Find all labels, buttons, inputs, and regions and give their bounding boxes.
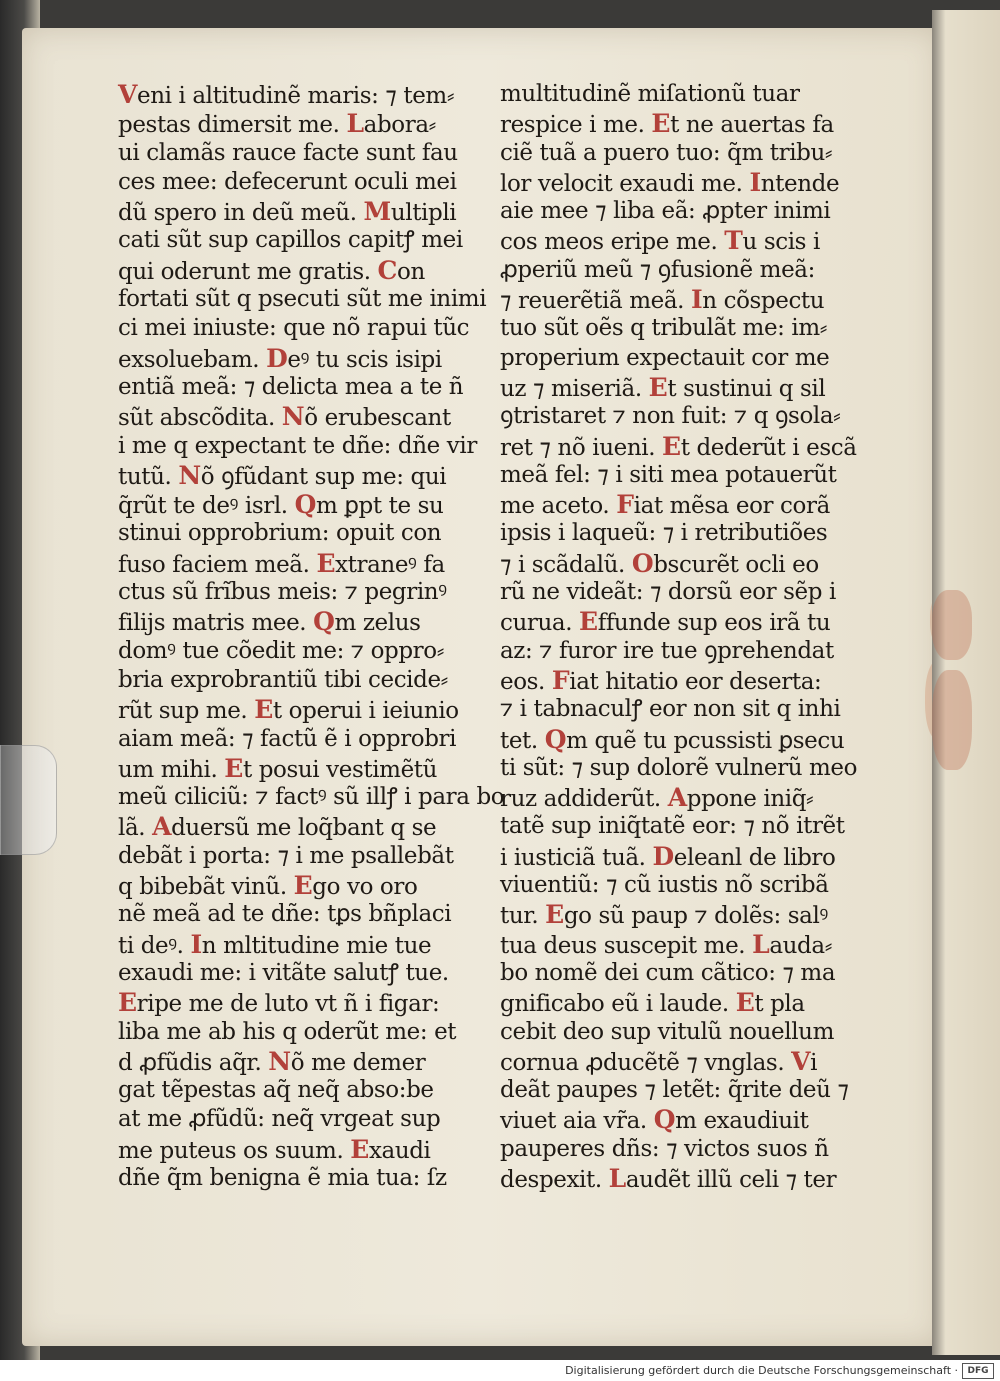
dfg-logo: DFG xyxy=(962,1363,994,1379)
text-segment: properium expectauit cor me xyxy=(500,344,830,371)
text-line xyxy=(500,1105,857,1134)
text-line xyxy=(500,1047,857,1076)
rubricated-initial: E xyxy=(254,695,273,725)
text-line xyxy=(500,432,857,461)
text-segment: m zelus xyxy=(334,610,421,637)
text-segment: iat hitatio eor deserta: xyxy=(569,668,822,695)
text-line xyxy=(118,226,504,255)
text-segment: pauperes dñs: ⁊ victos suos ñ xyxy=(500,1135,829,1162)
text-line xyxy=(118,578,504,607)
rubricated-initial: N xyxy=(281,402,305,432)
rubricated-initial: E xyxy=(545,900,564,930)
rubricated-initial: F xyxy=(616,490,634,520)
rubricated-initial: Q xyxy=(544,724,567,754)
funding-credit: Digitalisierung gefördert durch die Deutsche Forschungsgemeinschaft · xyxy=(565,1364,958,1377)
rubricated-initial: V xyxy=(791,1046,811,1076)
text-column-left xyxy=(118,80,504,1193)
text-line xyxy=(500,344,857,373)
text-line xyxy=(500,1164,857,1193)
rubricated-initial: D xyxy=(652,841,674,871)
text-line xyxy=(118,1018,504,1047)
text-line xyxy=(118,959,504,988)
text-segment: ripe me de luto vt ñ i figar: xyxy=(136,991,440,1018)
rubricated-initial: E xyxy=(662,431,681,461)
rubricated-initial: Q xyxy=(294,490,317,520)
text-line xyxy=(500,461,857,490)
text-line xyxy=(500,637,857,666)
rubricated-initial: E xyxy=(316,548,336,578)
text-segment: d ꝓfũdis aq̃r. xyxy=(118,1049,269,1076)
text-segment: exsoluebam. xyxy=(118,346,267,373)
text-segment: t operui i ieiunio xyxy=(272,698,459,725)
text-segment: t sustinui q sil xyxy=(667,375,826,402)
text-line xyxy=(118,666,504,695)
text-segment: rũt sup me. xyxy=(118,698,255,725)
text-line xyxy=(118,373,504,402)
rubricated-initial: E xyxy=(350,1134,369,1164)
text-segment: ti sũt: ⁊ sup dolorẽ vulnerũ meo xyxy=(500,754,858,781)
text-segment: ti deꝰ. xyxy=(118,932,191,959)
text-segment: eni i altitudinẽ maris: ⁊ tem⸗ xyxy=(137,83,455,109)
text-segment: me aceto. xyxy=(500,493,617,520)
text-segment: lor velocit exaudi me. xyxy=(500,170,750,197)
text-segment: domꝰ tue cõedit me: ⁊ oppro⸗ xyxy=(118,637,444,664)
text-line xyxy=(500,871,857,900)
page-clip xyxy=(0,745,57,855)
text-line xyxy=(118,109,504,138)
text-segment: lã. xyxy=(118,815,153,842)
text-segment: cornua ꝓducẽtẽ ⁊ vnglas. xyxy=(500,1049,792,1076)
text-line xyxy=(500,402,857,431)
text-line xyxy=(500,988,857,1017)
text-segment: bria exprobrantiũ tibi cecide⸗ xyxy=(118,666,448,693)
text-line xyxy=(500,1135,857,1164)
text-line xyxy=(118,285,504,314)
text-line xyxy=(118,725,504,754)
rubricated-initial: V xyxy=(118,80,137,109)
text-segment: filijs matris mee. xyxy=(118,610,314,637)
text-segment: sũt abscõdita. xyxy=(118,405,282,432)
text-segment: xtraneꝰ fa xyxy=(335,551,445,578)
text-segment: õ ꝯfũdant sup me: qui xyxy=(200,463,447,490)
rubricated-initial: D xyxy=(266,343,288,373)
text-segment: i me q expectant te dñe: dñe vir xyxy=(118,432,477,459)
text-segment: n mltitudine mie tue xyxy=(201,932,432,959)
text-segment: xaudi xyxy=(368,1137,431,1164)
text-segment: tutũ. xyxy=(118,463,179,490)
text-segment: t ne auertas fa xyxy=(670,112,834,139)
text-line xyxy=(500,285,857,314)
text-segment: bo nomẽ dei cum cãtico: ⁊ ma xyxy=(500,959,836,986)
text-segment: cebit deo sup vitulũ nouellum xyxy=(500,1018,834,1045)
facing-page-edge xyxy=(932,10,1000,1355)
text-segment: t dederũt i escã xyxy=(680,434,857,461)
text-line xyxy=(118,842,504,871)
text-line xyxy=(500,519,857,548)
text-segment: ciẽ tuã a puero tuo: q̃m tribu⸗ xyxy=(500,139,833,166)
text-segment: curua. xyxy=(500,610,580,637)
text-line xyxy=(118,812,504,841)
text-segment: go vo oro xyxy=(312,874,418,901)
text-line xyxy=(500,930,857,959)
text-line xyxy=(500,695,857,724)
text-segment: entiã meã: ⁊ delicta mea a te ñ xyxy=(118,373,464,400)
text-segment: tur. xyxy=(500,903,546,930)
text-segment: ultipli xyxy=(390,200,457,227)
text-segment: õ erubescant xyxy=(304,405,451,432)
text-segment: m exaudiuit xyxy=(675,1108,809,1135)
rubricated-initial: A xyxy=(152,812,172,842)
text-segment: fortati sũt q psecuti sũt me inimi xyxy=(118,286,487,313)
rubricated-initial: Q xyxy=(653,1105,676,1135)
text-segment: abora⸗ xyxy=(363,112,436,139)
text-segment: aie mee ⁊ liba eã: ꝓpter inimi xyxy=(500,198,831,225)
text-segment: m ꝑpt te su xyxy=(316,493,444,520)
text-line xyxy=(118,402,504,431)
text-segment: fuso faciem meã. xyxy=(118,551,317,578)
footer-bar xyxy=(0,1360,1000,1381)
text-segment: gnificabo eũ i laude. xyxy=(500,991,736,1018)
text-line xyxy=(500,490,857,519)
rubricated-initial: L xyxy=(752,929,770,959)
text-segment: qui oderunt me gratis. xyxy=(118,258,378,285)
text-line xyxy=(118,1164,504,1193)
text-segment: ui clamãs rauce facte sunt fau xyxy=(118,139,458,166)
text-segment: ⁊ i tabnaculꝭ eor non sit q inhi xyxy=(500,696,841,723)
text-line xyxy=(500,139,857,168)
text-line xyxy=(118,871,504,900)
text-segment: õ me demer xyxy=(290,1049,426,1076)
text-line xyxy=(500,168,857,197)
text-line xyxy=(118,783,504,812)
text-segment: viuet aia vr̃a. xyxy=(500,1108,654,1135)
stain-mark xyxy=(932,670,972,770)
text-segment: on xyxy=(397,258,425,285)
text-segment: ꝯtristaret ⁊ non fuit: ⁊ q ꝯsola⸗ xyxy=(500,403,841,430)
text-segment: multitudinẽ miſationũ tuar xyxy=(500,81,800,107)
text-line xyxy=(118,490,504,519)
text-line xyxy=(500,725,857,754)
text-segment: n cõspectu xyxy=(702,288,825,315)
text-segment: audẽt illũ celi ⁊ ter xyxy=(625,1166,837,1193)
text-line xyxy=(500,959,857,988)
rubricated-initial: I xyxy=(749,167,761,197)
text-segment: ꝓperiũ meũ ⁊ ꝯfusionẽ meã: xyxy=(500,256,815,283)
text-segment: bscurẽt ocli eo xyxy=(653,551,819,578)
text-line xyxy=(118,1047,504,1076)
text-line xyxy=(118,432,504,461)
rubricated-initial: M xyxy=(363,197,391,227)
text-segment: me puteus os suum. xyxy=(118,1137,351,1164)
text-line xyxy=(500,109,857,138)
text-segment: u scis i xyxy=(742,229,820,256)
text-line xyxy=(118,1076,504,1105)
text-segment: go sũ paup ⁊ dolẽs: salꝰ xyxy=(563,903,828,930)
text-segment: meũ ciliciũ: ⁊ factꝰ sũ illꝭ i para bo xyxy=(118,784,505,811)
text-line xyxy=(118,139,504,168)
text-segment: eos. xyxy=(500,668,552,695)
text-line xyxy=(118,344,504,373)
text-segment: q bibebãt vinũ. xyxy=(118,874,294,901)
text-line xyxy=(500,842,857,871)
text-segment: meã fel: ⁊ i siti mea potauerũt xyxy=(500,461,837,488)
text-segment: az: ⁊ furor ire tue ꝯprehendat xyxy=(500,637,834,664)
text-segment: aiam meã: ⁊ factũ ẽ i opprobri xyxy=(118,725,457,752)
text-segment: ⁊ reuerẽtiã meã. xyxy=(500,288,691,315)
text-line xyxy=(118,168,504,197)
text-line xyxy=(118,988,504,1017)
text-segment: viuentiũ: ⁊ cũ iustis nõ scribã xyxy=(500,872,829,899)
text-segment: iat mẽsa eor corã xyxy=(633,493,830,520)
text-line xyxy=(118,256,504,285)
text-line xyxy=(118,461,504,490)
rubricated-initial: E xyxy=(735,988,755,1018)
text-segment: respice i me. xyxy=(500,112,652,139)
text-segment: um mihi. xyxy=(118,756,225,783)
text-segment: pestas dimersit me. xyxy=(118,112,347,139)
text-segment: uz ⁊ miseriã. xyxy=(500,375,649,402)
rubricated-initial: N xyxy=(178,460,201,490)
rubricated-initial: E xyxy=(224,753,243,783)
rubricated-initial: T xyxy=(724,226,743,256)
text-line xyxy=(118,1135,504,1164)
text-line xyxy=(500,197,857,226)
text-segment: despexit. xyxy=(500,1166,609,1193)
rubricated-initial: E xyxy=(293,871,313,901)
text-line xyxy=(118,930,504,959)
text-segment: nẽ meã ad te dñe: tꝑs bñplaci xyxy=(118,901,452,928)
rubricated-initial: I xyxy=(190,929,202,959)
text-segment: ppone iniq̃⸗ xyxy=(686,786,814,813)
text-line xyxy=(500,578,857,607)
text-segment: tua deus suscepit me. xyxy=(500,932,753,959)
rubricated-initial: O xyxy=(631,548,654,578)
text-segment: debãt i porta: ⁊ i me psallebãt xyxy=(118,842,454,869)
rubricated-initial: E xyxy=(579,607,598,637)
text-segment: cos meos eripe me. xyxy=(500,229,725,256)
text-column-right xyxy=(500,80,857,1193)
text-line xyxy=(500,226,857,255)
text-line xyxy=(500,812,857,841)
stain-mark xyxy=(932,590,972,660)
text-line xyxy=(500,373,857,402)
text-segment: m quẽ tu pcussisti ꝑsecu xyxy=(566,727,845,754)
text-segment: ci mei iniuste: que nõ rapui tũc xyxy=(118,315,470,342)
text-line xyxy=(500,754,857,783)
rubricated-initial: E xyxy=(648,372,668,402)
text-line xyxy=(118,754,504,783)
text-line xyxy=(500,549,857,578)
text-line xyxy=(118,197,504,226)
text-line xyxy=(500,1018,857,1047)
text-segment: deãt paupes ⁊ letẽt: q̃rite deũ ⁊ xyxy=(500,1077,849,1104)
text-segment: liba me ab his q oderũt me: et xyxy=(118,1018,457,1045)
text-line xyxy=(500,80,857,109)
text-line xyxy=(118,637,504,666)
text-line xyxy=(500,783,857,812)
text-segment: gat tẽpestas aq̃ neq̃ abso:be xyxy=(118,1077,434,1104)
rubricated-initial: N xyxy=(268,1046,291,1076)
rubricated-initial: E xyxy=(651,109,671,139)
text-line xyxy=(500,900,857,929)
text-segment: ntende xyxy=(760,170,840,197)
text-segment: exaudi me: i vitãte salutꝭ tue. xyxy=(118,959,449,986)
rubricated-initial: C xyxy=(377,255,398,285)
text-segment: stinui opprobrium: opuit con xyxy=(118,520,442,547)
rubricated-initial: L xyxy=(608,1163,626,1193)
text-segment: ruz addiderũt. xyxy=(500,786,668,813)
text-line xyxy=(500,314,857,343)
text-segment: tuo sũt oẽs q tribulãt me: im⸗ xyxy=(500,315,828,342)
text-segment: i xyxy=(810,1049,818,1076)
text-line xyxy=(118,549,504,578)
text-segment: dũ spero in deũ meũ. xyxy=(118,200,364,227)
text-segment: t posui vestimẽtũ xyxy=(242,756,438,783)
text-segment: ffunde sup eos irã tu xyxy=(597,610,831,637)
text-line xyxy=(500,666,857,695)
text-segment: ces mee: defecerunt oculi mei xyxy=(118,168,457,195)
text-segment: dñe q̃m benigna ẽ mia tua: ſz xyxy=(118,1164,447,1191)
text-line xyxy=(118,695,504,724)
rubricated-initial: Q xyxy=(313,607,335,637)
text-segment: eꝰ tu scis isipi xyxy=(287,346,442,373)
rubricated-initial: F xyxy=(551,665,570,695)
text-segment: ipsis i laqueũ: ⁊ i retributiões xyxy=(500,520,828,547)
text-segment: t pla xyxy=(754,991,805,1018)
text-segment: ⁊ i scãdalũ. xyxy=(500,551,632,578)
text-segment: i iusticiã tuã. xyxy=(500,844,653,871)
text-line xyxy=(118,1105,504,1134)
rubricated-initial: A xyxy=(667,783,687,813)
text-segment: cati sũt sup capillos capitꝭ mei xyxy=(118,227,463,254)
text-segment: at me ꝓfũdũ: neq̃ vrgeat sup xyxy=(118,1106,441,1133)
text-line xyxy=(500,607,857,636)
text-line xyxy=(118,80,504,109)
text-line xyxy=(500,1076,857,1105)
text-line xyxy=(118,314,504,343)
text-line xyxy=(500,256,857,285)
text-segment: q̃rũt te deꝰ isrl. xyxy=(118,493,295,520)
text-segment: tatẽ sup iniq̃tatẽ eor: ⁊ nõ itrẽt xyxy=(500,813,845,840)
rubricated-initial: I xyxy=(690,285,703,315)
text-segment: ctus sũ frĩbus meis: ⁊ pegrinꝰ xyxy=(118,579,447,606)
rubricated-initial: L xyxy=(346,109,364,139)
text-line xyxy=(118,519,504,548)
text-segment: ret ⁊ nõ iueni. xyxy=(500,434,663,461)
text-segment: eleanl de libro xyxy=(673,844,836,871)
text-segment: tet. xyxy=(500,727,545,754)
text-segment: duersũ me loq̃bant q se xyxy=(171,815,437,842)
text-line xyxy=(118,607,504,636)
text-line xyxy=(118,900,504,929)
text-segment: rũ ne videãt: ⁊ dorsũ eor sẽp i xyxy=(500,579,836,606)
rubricated-initial: E xyxy=(118,988,137,1018)
text-segment: auda⸗ xyxy=(769,932,832,959)
